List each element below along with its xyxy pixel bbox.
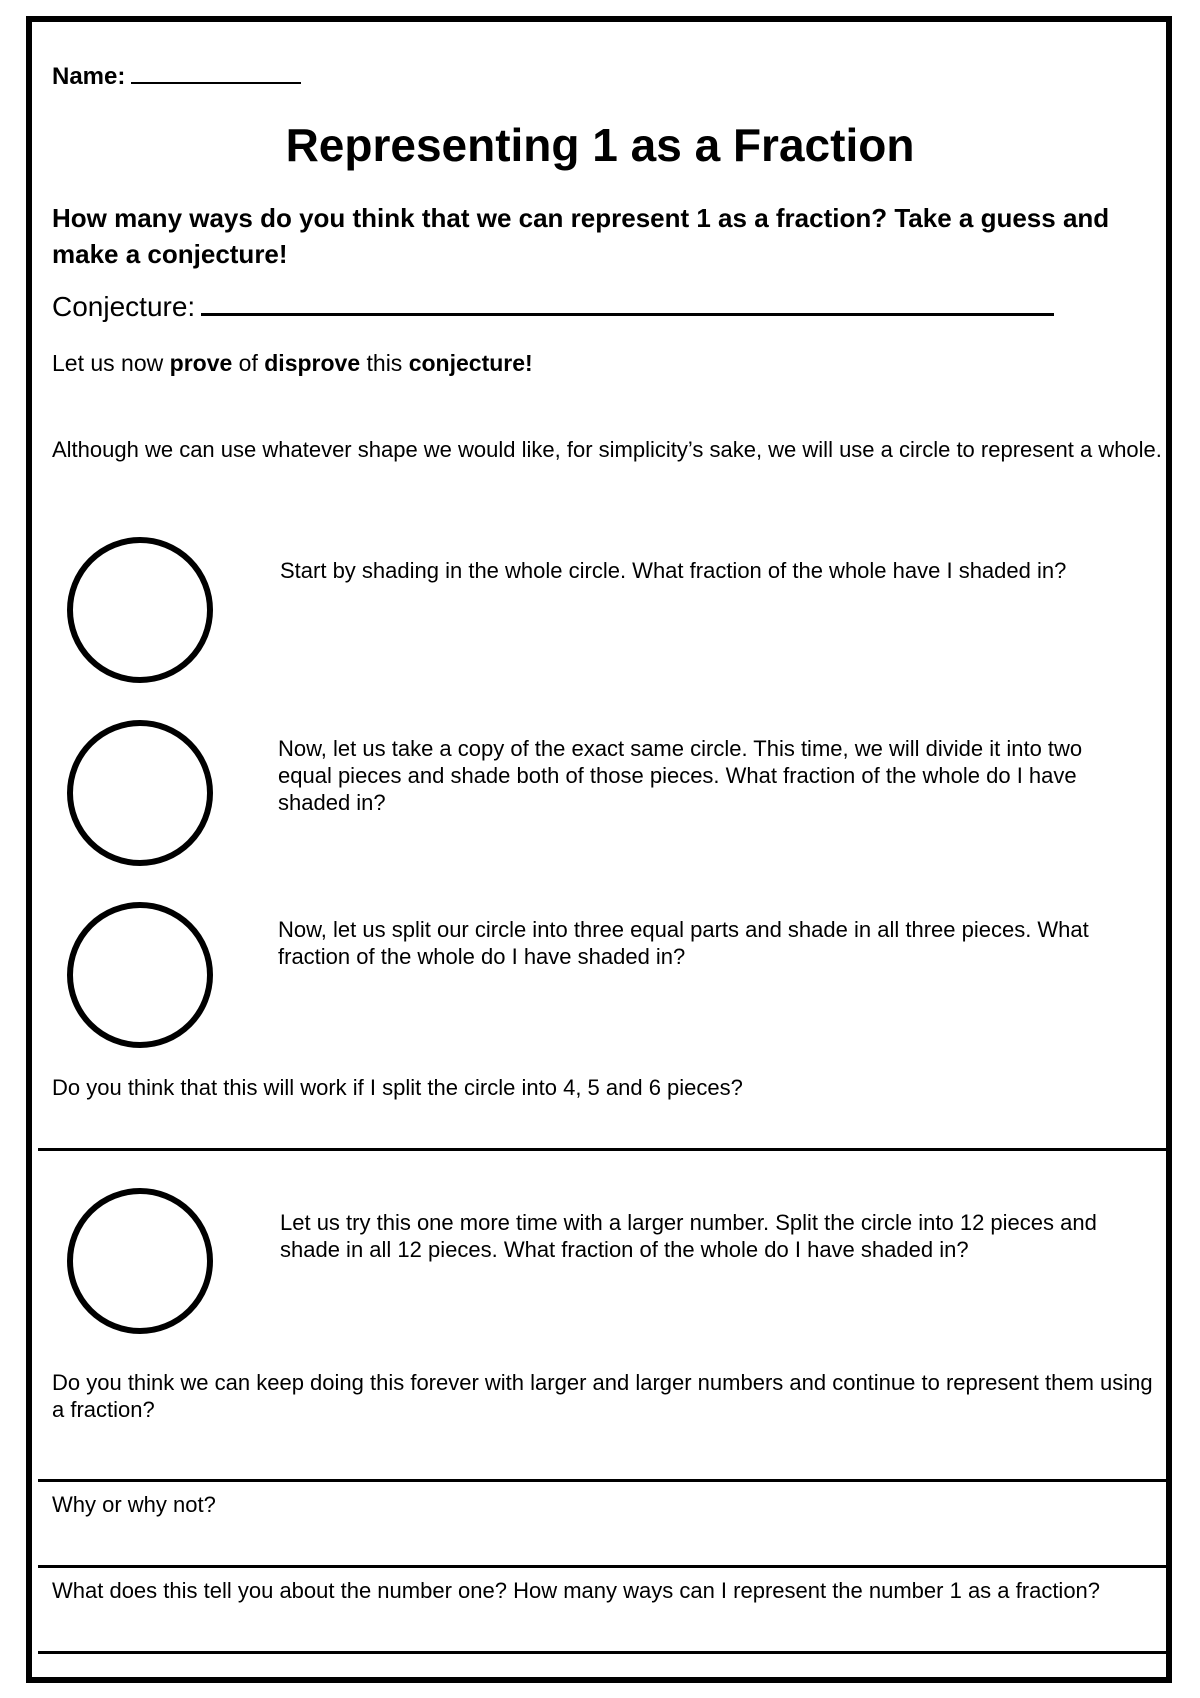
answer-line[interactable] [38,1148,1168,1151]
circle-whole[interactable] [67,537,213,683]
forever-question: Do you think we can keep doing this forever with larger and larger numbers and continue to represent them using a fraction? [52,1370,1153,1422]
intro-question: How many ways do you think that we can represent 1 as a fraction? Take a guess and make a conjecture! [52,203,1110,269]
why-question: Why or why not? [52,1492,216,1517]
name-blank[interactable] [131,60,301,84]
prove-statement: Let us now prove of disprove this conjecture! [52,350,533,376]
circle-halves[interactable] [67,720,213,866]
shape-note: Although we can use whatever shape we would like, for simplicity’s sake, we will use a circle to represent a whole. [52,437,1162,462]
number-one-question: What does this tell you about the number one? How many ways can I represent the number 1 as a fraction? [52,1578,1101,1603]
circle-thirds[interactable] [67,902,213,1048]
page-title: Representing 1 as a Fraction [285,119,915,171]
name-field[interactable] [52,60,301,91]
step2-text: Now, let us take a copy of the exact same circle. This time, we will divide it into two equal pieces and shade both of those pieces. What fraction of the whole do I have shaded in? [278,736,1083,815]
answer-line[interactable] [38,1651,1168,1654]
step4-text: Let us try this one more time with a larger number. Split the circle into 12 pieces and shade in all 12 pieces. What fraction of the whole do I have shaded in? [280,1210,1097,1262]
answer-line[interactable] [38,1479,1168,1482]
step1-text: Start by shading in the whole circle. What fraction of the whole have I shaded in? [280,558,1067,583]
circle-twelfths[interactable] [67,1188,213,1334]
conjecture-label: Conjecture: [52,291,196,322]
name-label: Name: [52,63,126,90]
conjecture-field[interactable] [52,287,1054,323]
more-pieces-question: Do you think that this will work if I split the circle into 4, 5 and 6 pieces? [52,1075,743,1100]
answer-line[interactable] [38,1565,1168,1568]
step3-text: Now, let us split our circle into three equal parts and shade in all three pieces. What fraction of the whole do I have shaded in? [278,917,1089,969]
conjecture-blank[interactable] [201,287,1054,316]
